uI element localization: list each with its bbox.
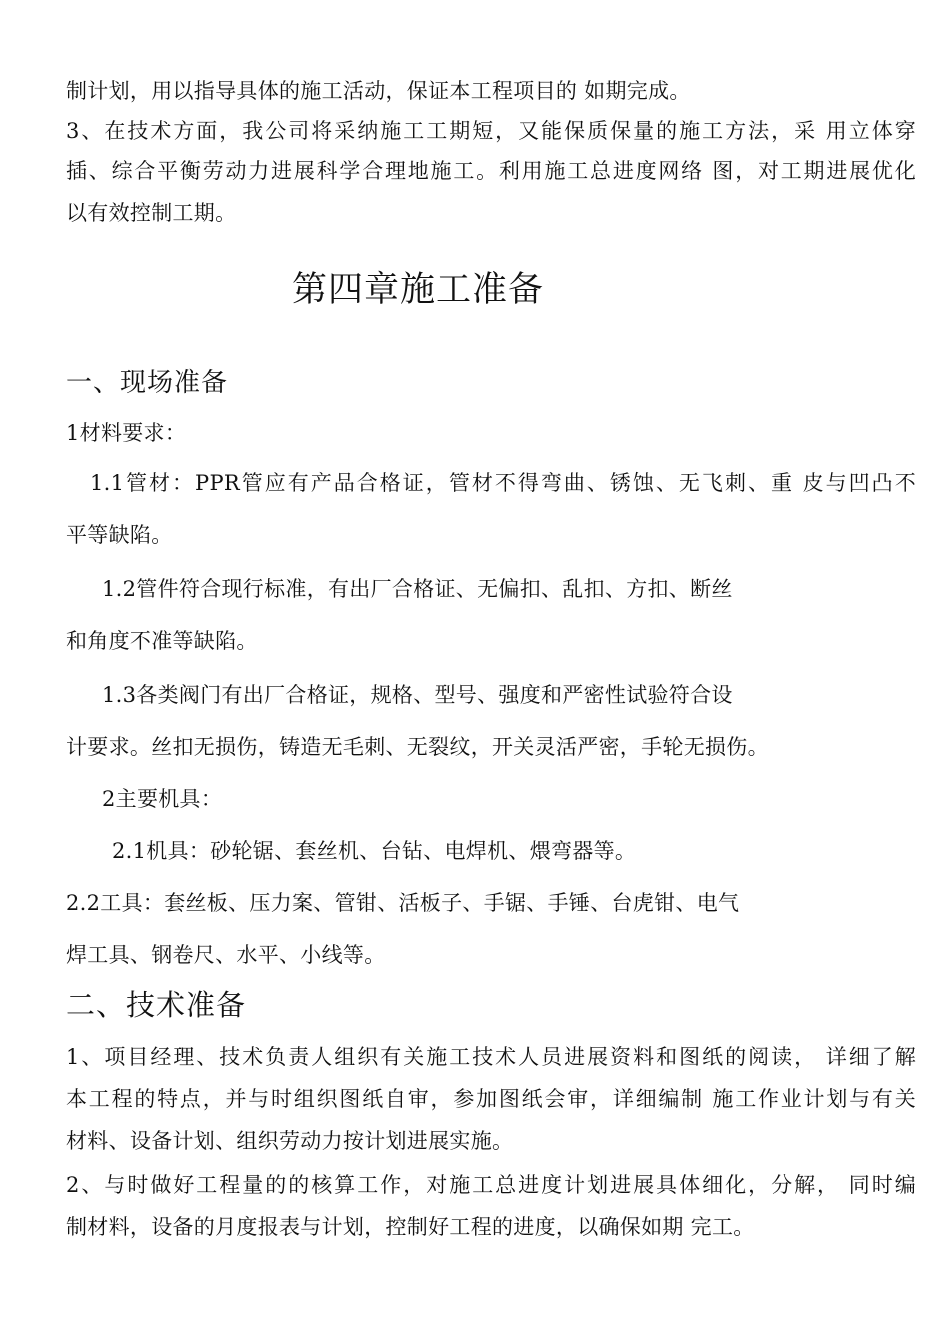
intro-line-2: 3、在技术方面，我公司将采纳施工工期短，又能保质保量的施工方法，采 用立体穿 (66, 119, 916, 143)
intro-line-3: 插、综合平衡劳动力进展科学合理地施工。利用施工总进度网络 图，对工期进展优化 (66, 159, 916, 183)
item-1-2-line-2: 和角度不准等缺陷。 (66, 629, 258, 653)
intro-line-1: 制计划，用以指导具体的施工活动，保证本工程项目的 如期完成。 (66, 79, 691, 103)
item-1-3-line-2: 计要求。丝扣无损伤，铸造无毛刺、无裂纹，开关灵活严密，手轮无损伤。 (66, 735, 769, 759)
section-heading-technical-preparation: 二、技术准备 (66, 988, 247, 1022)
tech-para-1-line-2: 本工程的特点，并与时组织图纸自审，参加图纸会审，详细编制 施工作业计划与有关 (66, 1087, 916, 1111)
item-2-2-line-2: 焊工具、钢卷尺、水平、小线等。 (66, 943, 386, 967)
tech-para-1-line-3: 材料、设备计划、组织劳动力按计划进展实施。 (66, 1129, 514, 1153)
item-2-2-line-1: 2.2工具：套丝板、压力案、管钳、活板子、手锯、手锤、台虎钳、电气 (66, 891, 740, 915)
tech-para-1-line-1: 1、项目经理、技术负责人组织有关施工技术人员进展资料和图纸的阅读， 详细了解 (66, 1045, 916, 1069)
tools-heading: 2主要机具： (102, 787, 223, 811)
item-1-2-line-1: 1.2管件符合现行标准，有出厂合格证、无偏扣、乱扣、方扣、断丝 (102, 577, 733, 601)
materials-heading: 1材料要求： (66, 421, 187, 445)
tech-para-2-line-1: 2、与时做好工程量的的核算工作，对施工总进度计划进展具体细化，分解， 同时编 (66, 1173, 916, 1197)
chapter-title: 第四章施工准备 (291, 270, 544, 310)
item-1-1-line-2: 平等缺陷。 (66, 523, 173, 547)
item-2-1: 2.1机具：砂轮锯、套丝机、台钻、电焊机、煨弯器等。 (112, 839, 637, 863)
item-1-1-line-1: 1.1管材：PPR管应有产品合格证，管材不得弯曲、锈蚀、无飞刺、重 皮与凹凸不 (90, 471, 916, 495)
section-heading-site-preparation: 一、现场准备 (66, 368, 229, 398)
tech-para-2-line-2: 制材料，设备的月度报表与计划，控制好工程的进度，以确保如期 完工。 (66, 1215, 755, 1239)
item-1-3-line-1: 1.3各类阀门有出厂合格证，规格、型号、强度和严密性试验符合设 (102, 683, 733, 707)
intro-line-4: 以有效控制工期。 (66, 201, 237, 225)
